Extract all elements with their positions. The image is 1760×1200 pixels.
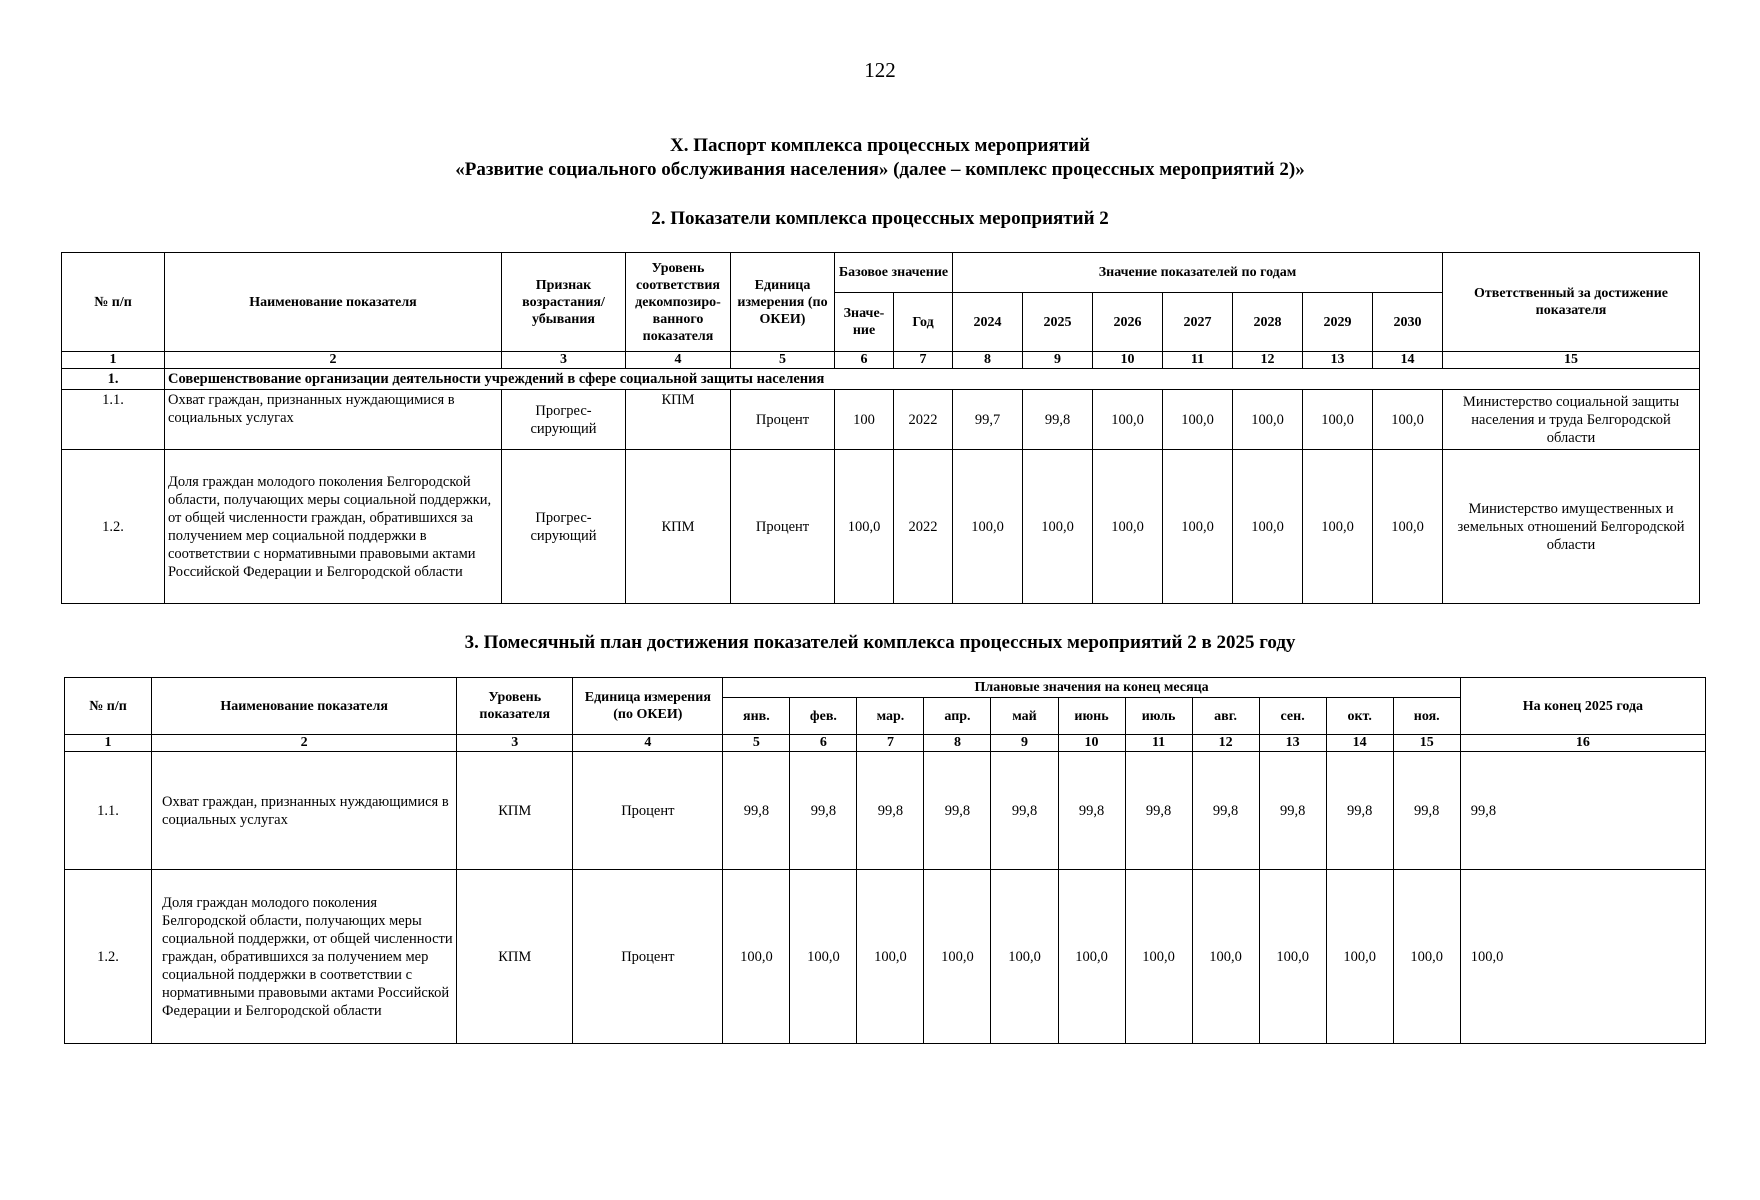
header-month: май	[991, 698, 1058, 735]
indicator-sign: Прогрес-сирующий	[502, 390, 626, 450]
year-value: 99,8	[1023, 390, 1093, 450]
column-index: 13	[1303, 352, 1373, 369]
month-value: 100,0	[1058, 870, 1125, 1044]
indicator-sign: Прогрес-сирующий	[502, 450, 626, 604]
header-month: янв.	[723, 698, 790, 735]
header-name: Наименование показателя	[165, 253, 502, 352]
header-num: № п/п	[62, 253, 165, 352]
header-unit: Единица измерения (по ОКЕИ)	[573, 678, 723, 735]
header-year: 2024	[953, 293, 1023, 352]
column-index: 10	[1058, 735, 1125, 752]
header-base: Базовое значение	[835, 253, 953, 293]
column-index: 11	[1163, 352, 1233, 369]
column-index: 9	[991, 735, 1058, 752]
header-year: 2025	[1023, 293, 1093, 352]
column-index: 15	[1443, 352, 1700, 369]
month-value: 100,0	[1125, 870, 1192, 1044]
indicator-level: КПМ	[457, 870, 573, 1044]
header-sign: Признак возрастания/ убывания	[502, 253, 626, 352]
header-level: Уровень соответствия декомпозиро-ванного показателя	[626, 253, 731, 352]
column-index: 4	[626, 352, 731, 369]
table-row	[62, 450, 1700, 604]
header-month: авг.	[1192, 698, 1259, 735]
column-index: 6	[790, 735, 857, 752]
header-month: мар.	[857, 698, 924, 735]
header-months-group: Плановые значения на конец месяца	[723, 678, 1460, 698]
section2-heading: 2. Показатели комплекса процессных мероприятий 2	[651, 208, 1109, 229]
month-value: 100,0	[1192, 870, 1259, 1044]
month-value: 99,8	[1326, 752, 1393, 870]
month-value: 100,0	[991, 870, 1058, 1044]
month-value: 99,8	[790, 752, 857, 870]
header-year: 2027	[1163, 293, 1233, 352]
month-value: 99,8	[1058, 752, 1125, 870]
column-index: 8	[924, 735, 991, 752]
header-year: 2026	[1093, 293, 1163, 352]
header-unit: Единица измерения (по ОКЕИ)	[731, 253, 835, 352]
indicator-unit: Процент	[731, 390, 835, 450]
column-index: 3	[502, 352, 626, 369]
base-year: 2022	[894, 390, 953, 450]
month-value: 99,8	[723, 752, 790, 870]
indicator-name: Доля граждан молодого поколения Белгородской области, получающих меры социальной поддержки, от общей численности граждан, обратившихся за получением мер социальной поддержки в соответствии с нормативными правовыми актами Российской Федерации и Белгородской области	[165, 450, 502, 604]
column-index: 6	[835, 352, 894, 369]
indicators-table	[61, 252, 1700, 604]
column-index: 12	[1233, 352, 1303, 369]
table-row	[62, 390, 1700, 450]
month-value: 99,8	[857, 752, 924, 870]
month-value: 100,0	[790, 870, 857, 1044]
header-year: 2029	[1303, 293, 1373, 352]
year-value: 100,0	[1303, 390, 1373, 450]
column-index-row	[65, 735, 1706, 752]
year-value: 100,0	[1163, 450, 1233, 604]
column-index: 15	[1393, 735, 1460, 752]
indicator-name: Доля граждан молодого поколения Белгородской области, получающих меры социальной поддержки, от общей численности граждан, обратившихся за получением мер социальной поддержки в соответствии с нормативными правовыми актами Российской Федерации и Белгородской области	[152, 870, 457, 1044]
responsible: Министерство имущественных и земельных отношений Белгородской области	[1443, 450, 1700, 604]
monthly-plan-table	[64, 677, 1706, 1044]
indicator-unit: Процент	[573, 752, 723, 870]
column-index: 8	[953, 352, 1023, 369]
header-month: апр.	[924, 698, 991, 735]
column-index: 5	[723, 735, 790, 752]
header-month: фев.	[790, 698, 857, 735]
year-value: 100,0	[1373, 390, 1443, 450]
header-level: Уровень показателя	[457, 678, 573, 735]
column-index: 7	[894, 352, 953, 369]
column-index: 7	[857, 735, 924, 752]
column-index: 5	[731, 352, 835, 369]
indicator-level: КПМ	[626, 390, 731, 450]
document-title-line2: «Развитие социального обслуживания населения» (далее – комплекс процессных мероприятий 2)»	[455, 159, 1305, 180]
column-index: 1	[65, 735, 152, 752]
header-month: ноя.	[1393, 698, 1460, 735]
year-value: 100,0	[1093, 450, 1163, 604]
year-value: 100,0	[1233, 450, 1303, 604]
year-value: 100,0	[1023, 450, 1093, 604]
row-num: 1.2.	[62, 450, 165, 604]
header-num: № п/п	[65, 678, 152, 735]
table-row	[65, 870, 1706, 1044]
column-index: 12	[1192, 735, 1259, 752]
page-number: 122	[864, 58, 896, 82]
year-value: 100,0	[1373, 450, 1443, 604]
year-value: 100,0	[953, 450, 1023, 604]
header-month: июль	[1125, 698, 1192, 735]
year-value: 100,0	[1233, 390, 1303, 450]
year-value: 100,0	[1163, 390, 1233, 450]
header-years-group: Значение показателей по годам	[953, 253, 1443, 293]
column-index: 2	[152, 735, 457, 752]
column-index: 14	[1326, 735, 1393, 752]
indicator-unit: Процент	[731, 450, 835, 604]
section-title: Совершенствование организации деятельности учреждений в сфере социальной защиты населения	[165, 369, 1700, 390]
column-index: 4	[573, 735, 723, 752]
column-index-row	[62, 352, 1700, 369]
indicator-level: КПМ	[626, 450, 731, 604]
month-value: 99,8	[991, 752, 1058, 870]
section-row	[62, 369, 1700, 390]
header-month: июнь	[1058, 698, 1125, 735]
indicator-name: Охват граждан, признанных нуждающимися в социальных услугах	[165, 390, 502, 450]
month-value: 100,0	[723, 870, 790, 1044]
column-index: 14	[1373, 352, 1443, 369]
column-index: 13	[1259, 735, 1326, 752]
header-year: 2030	[1373, 293, 1443, 352]
header-name: Наименование показателя	[152, 678, 457, 735]
document-title-line1: X. Паспорт комплекса процессных мероприятий	[670, 135, 1090, 156]
header-base-value: Значе-ние	[835, 293, 894, 352]
section3-heading: 3. Помесячный план достижения показателей комплекса процессных мероприятий 2 в 2025 году	[464, 632, 1296, 653]
header-responsible: Ответственный за достижение показателя	[1443, 253, 1700, 352]
header-month: сен.	[1259, 698, 1326, 735]
year-end-value: 100,0	[1460, 870, 1705, 1044]
year-value: 100,0	[1303, 450, 1373, 604]
row-num: 1.1.	[65, 752, 152, 870]
month-value: 100,0	[857, 870, 924, 1044]
year-value: 100,0	[1093, 390, 1163, 450]
month-value: 99,8	[1393, 752, 1460, 870]
table-row	[65, 752, 1706, 870]
header-year-end: На конец 2025 года	[1460, 678, 1705, 735]
column-index: 9	[1023, 352, 1093, 369]
row-num: 1.2.	[65, 870, 152, 1044]
year-end-value: 99,8	[1460, 752, 1705, 870]
indicator-level: КПМ	[457, 752, 573, 870]
responsible: Министерство социальной защиты населения и труда Белгородской области	[1443, 390, 1700, 450]
column-index: 3	[457, 735, 573, 752]
column-index: 1	[62, 352, 165, 369]
month-value: 99,8	[1192, 752, 1259, 870]
column-index: 10	[1093, 352, 1163, 369]
column-index: 16	[1460, 735, 1705, 752]
month-value: 99,8	[1259, 752, 1326, 870]
month-value: 100,0	[1393, 870, 1460, 1044]
month-value: 100,0	[1326, 870, 1393, 1044]
indicator-name: Охват граждан, признанных нуждающимися в социальных услугах	[152, 752, 457, 870]
row-num: 1.1.	[62, 390, 165, 450]
month-value: 99,8	[924, 752, 991, 870]
base-value: 100	[835, 390, 894, 450]
base-value: 100,0	[835, 450, 894, 604]
column-index: 11	[1125, 735, 1192, 752]
year-value: 99,7	[953, 390, 1023, 450]
header-base-year: Год	[894, 293, 953, 352]
base-year: 2022	[894, 450, 953, 604]
header-month: окт.	[1326, 698, 1393, 735]
month-value: 100,0	[1259, 870, 1326, 1044]
column-index: 2	[165, 352, 502, 369]
month-value: 99,8	[1125, 752, 1192, 870]
indicator-unit: Процент	[573, 870, 723, 1044]
month-value: 100,0	[924, 870, 991, 1044]
section-num: 1.	[62, 369, 165, 390]
header-year: 2028	[1233, 293, 1303, 352]
